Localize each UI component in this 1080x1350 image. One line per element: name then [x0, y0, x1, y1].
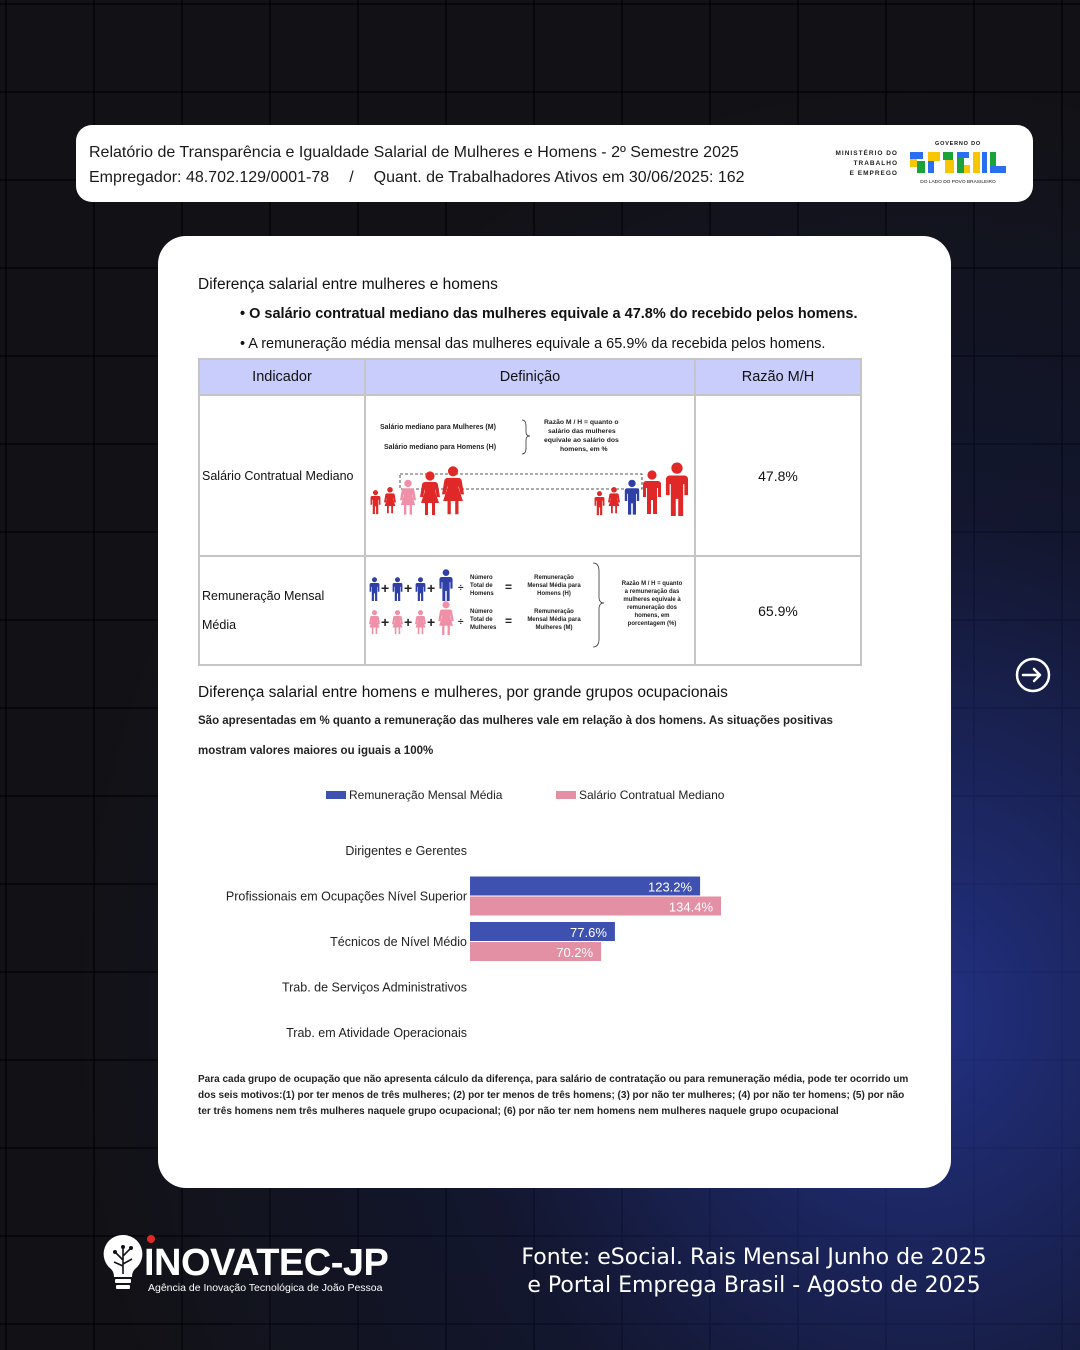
svg-text:÷: ÷	[458, 583, 464, 594]
ministry-line: E EMPREGO	[849, 170, 898, 177]
report-header	[76, 125, 1033, 202]
ratio-cell	[695, 556, 861, 665]
legend-label: Remuneração Mensal Média	[349, 788, 503, 802]
col-header-indicator: Indicador	[199, 359, 365, 395]
brand-name: INOVATEC-JP	[144, 1242, 389, 1284]
svg-text:+: +	[381, 580, 390, 596]
legend-item-remuneration	[326, 788, 502, 802]
ministry-line: TRABALHO	[853, 160, 898, 167]
employer-id: Empregador: 48.702.129/0001-78	[89, 169, 330, 186]
legend-swatch-pink	[556, 791, 576, 799]
svg-text:÷: ÷	[458, 617, 464, 628]
chart-description-line: São apresentadas em % quanto a remuneração das mulheres vale em relação à dos homens. As situações positivas	[198, 715, 833, 727]
ratio-value: 47.8%	[758, 467, 798, 484]
source-line: Fonte: eSocial. Rais Mensal Junho de 2025	[521, 1245, 987, 1270]
def-ratio-line: mulheres equivale à	[623, 597, 681, 603]
definition-illustration-median	[366, 396, 692, 550]
category-label: Trab. em Atividade Operacionais	[286, 1026, 467, 1040]
legend-swatch-blue	[326, 791, 346, 799]
bar-value-label: 77.6%	[570, 925, 607, 940]
svg-text:+: +	[404, 580, 413, 596]
legend-label: Salário Contratual Mediano	[579, 788, 725, 802]
def-count-women: Mulheres	[470, 625, 497, 631]
lightbulb-logo-icon	[100, 1232, 146, 1294]
def-ratio-line: porcentagem (%)	[627, 621, 677, 627]
col-header-ratio: Razão M/H	[695, 359, 861, 395]
col-header-definition: Definição	[365, 359, 695, 395]
section-title-occupational: Diferença salarial entre homens e mulheres, por grande grupos ocupacionais	[198, 684, 728, 701]
gov-brasil-logo	[908, 139, 1008, 189]
svg-text:+: +	[427, 580, 436, 596]
occupational-bar-chart	[158, 826, 951, 1056]
section-title-diff: Diferença salarial entre mulheres e homens	[198, 276, 498, 293]
gov-bottom-text: DO LADO DO POVO BRASILEIRO	[920, 180, 996, 185]
gov-top-text: GOVERNO DO	[935, 141, 981, 147]
def-count-men: Total de	[470, 583, 493, 589]
active-workers: Quant. de Trabalhadores Ativos em 30/06/2025: 162	[373, 169, 745, 186]
def-men-label: Salário mediano para Homens (H)	[384, 444, 497, 451]
def-ratio-line: Razão M / H = quanto o	[544, 419, 619, 426]
def-avg-men: Mensal Média para	[527, 583, 581, 589]
bar-value-label: 134.4%	[668, 899, 713, 915]
table-row	[199, 556, 861, 665]
def-avg-women: Mulheres (M)	[535, 625, 573, 631]
def-ratio-line: homens, em %	[560, 446, 608, 453]
ministry-line: MINISTÉRIO DO	[835, 150, 898, 157]
ministry-logo	[828, 149, 898, 179]
svg-text:+: +	[381, 614, 390, 630]
source-line: e Portal Emprega Brasil - Agosto de 2025	[527, 1273, 981, 1298]
women-group-icon	[371, 466, 464, 515]
main-card	[158, 236, 951, 1188]
report-subtitle	[89, 169, 745, 187]
def-ratio-line: a remuneração das	[624, 589, 680, 595]
category-label: Trab. de Serviços Administrativos	[281, 980, 467, 995]
def-ratio-line: equivale ao salário dos	[544, 437, 619, 444]
ratio-cell	[695, 395, 861, 556]
indicator-label: Remuneração Mensal	[202, 588, 325, 603]
svg-text:+: +	[404, 614, 413, 630]
def-count-men: Homens	[470, 591, 494, 597]
bullet-monthly-pay: • A remuneração média mensal das mulheres equivale a 65.9% da recebida pelos homens.	[240, 336, 826, 352]
table-header-row	[199, 359, 861, 395]
def-count-women: Número	[470, 609, 493, 615]
bar-value-label: 70.2%	[556, 945, 594, 960]
def-avg-men: Remuneração	[534, 575, 574, 581]
definition-illustration-average	[366, 557, 692, 659]
table-row	[199, 395, 861, 556]
indicator-label: Média	[202, 617, 237, 632]
def-avg-men: Homens (H)	[537, 591, 571, 597]
definition-cell	[365, 395, 695, 556]
bullet-contract-salary: • O salário contratual mediano das mulheres equivale a 47.8% do recebido pelos homens.	[240, 306, 858, 322]
category-label: Dirigentes e Gerentes	[345, 844, 467, 858]
category-label: Técnicos de Nível Médio	[330, 935, 467, 949]
category-label: Profissionais em Ocupações Nível Superior	[225, 889, 467, 904]
legend-item-salary	[556, 788, 724, 802]
brand-subtitle: Agência de Inovação Tecnológica de João Pessoa	[148, 1282, 383, 1294]
def-ratio-line: remuneração dos	[626, 605, 678, 611]
definition-cell	[365, 556, 695, 665]
indicator-cell	[199, 556, 365, 665]
def-ratio-line: Razão M / H = quanto	[621, 581, 683, 587]
chart-description-line: mostram valores maiores ou iguais a 100%	[198, 745, 434, 757]
chart-footnote: Para cada grupo de ocupação que não apresenta cálculo da diferença, para salário de contratação ou para remuneração média, pode ter ocorrido um dos seis motivos:(1) por ter menos de três mulheres; (2) por ter menos de três homens; (3) por não ter mulheres; (4) por não ter homens; (5) por não ter três homens nem três mulheres naquele grupo ocupacional; (6) por não ter nem homens nem mulheres naquele grupo ocupacional	[198, 1074, 909, 1117]
svg-text:+: +	[427, 614, 436, 630]
def-count-women: Total de	[470, 617, 493, 623]
indicator-table	[198, 358, 862, 666]
indicator-label: Salário Contratual Mediano	[202, 468, 354, 483]
def-avg-women: Remuneração	[534, 609, 574, 615]
def-women-label: Salário mediano para Mulheres (M)	[380, 424, 496, 431]
bar-value-label: 123.2%	[647, 879, 693, 895]
def-ratio-line: salário das mulheres	[548, 428, 616, 435]
next-arrow-button[interactable]	[1015, 657, 1051, 693]
svg-text:=: =	[505, 614, 513, 628]
report-title: Relatório de Transparência e Igualdade Salarial de Mulheres e Homens - 2º Semestre 2025	[89, 144, 739, 161]
def-count-men: Número	[470, 575, 493, 581]
ratio-value: 65.9%	[758, 602, 798, 619]
def-avg-women: Mensal Média para	[527, 617, 581, 623]
separator: /	[349, 169, 354, 186]
indicator-cell	[199, 395, 365, 556]
svg-text:=: =	[505, 580, 513, 594]
def-ratio-line: homens, em	[634, 613, 670, 619]
data-source	[500, 1244, 1008, 1300]
